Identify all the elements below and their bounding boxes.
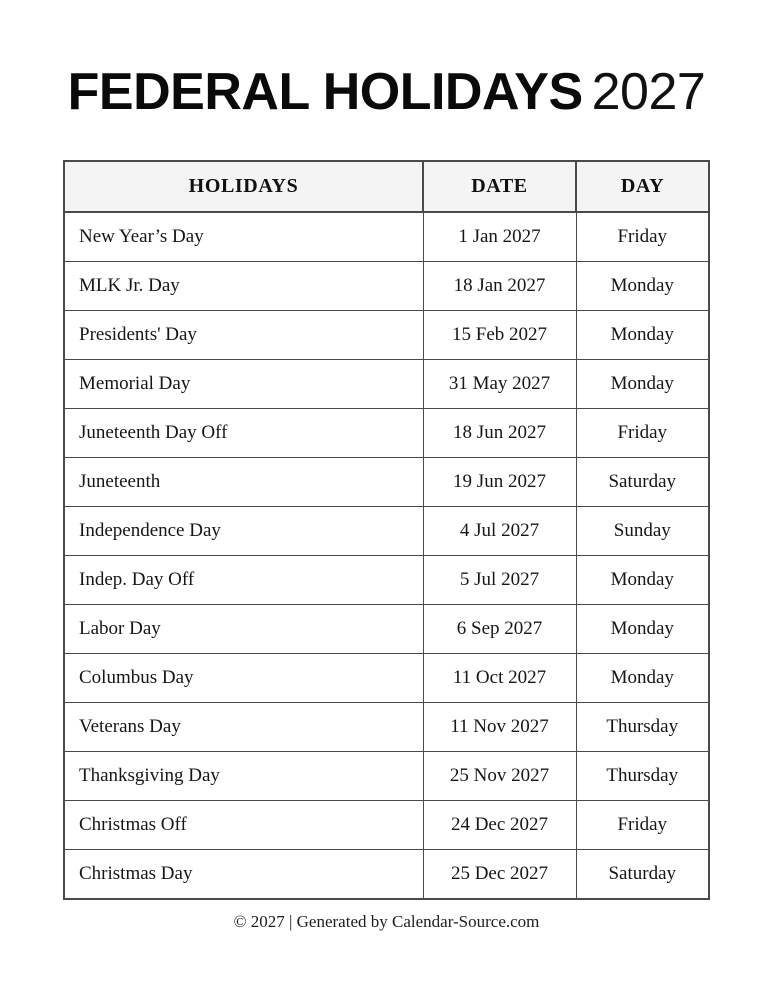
table-row [64,507,709,556]
holidays-table-container [63,160,710,900]
table-header [64,161,709,212]
page-title-year: 2027 [591,63,706,121]
table-row [64,703,709,752]
table-row [64,801,709,850]
table-row [64,212,709,262]
table-row [64,409,709,458]
table-row [64,311,709,360]
cell-holiday-weekday: Friday [576,801,709,850]
table-header-row [64,161,709,212]
cell-holiday-weekday: Sunday [576,507,709,556]
cell-holiday-weekday: Friday [576,409,709,458]
page-title [0,62,773,122]
table-row [64,360,709,409]
cell-holiday-date: 11 Nov 2027 [423,703,576,752]
cell-holiday-date: 5 Jul 2027 [423,556,576,605]
cell-holiday-weekday: Saturday [576,850,709,900]
table-row [64,654,709,703]
footer-credit: © 2027 | Generated by Calendar-Source.com [233,912,540,931]
cell-holiday-name: Thanksgiving Day [64,752,423,801]
cell-holiday-date: 15 Feb 2027 [423,311,576,360]
cell-holiday-date: 18 Jan 2027 [423,262,576,311]
cell-holiday-name: Christmas Day [64,850,423,900]
cell-holiday-date: 25 Nov 2027 [423,752,576,801]
cell-holiday-weekday: Monday [576,605,709,654]
cell-holiday-name: Indep. Day Off [64,556,423,605]
cell-holiday-name: Labor Day [64,605,423,654]
cell-holiday-name: MLK Jr. Day [64,262,423,311]
cell-holiday-name: Presidents' Day [64,311,423,360]
cell-holiday-date: 24 Dec 2027 [423,801,576,850]
cell-holiday-weekday: Monday [576,262,709,311]
cell-holiday-date: 25 Dec 2027 [423,850,576,900]
cell-holiday-date: 19 Jun 2027 [423,458,576,507]
table-row [64,752,709,801]
table-body [64,212,709,899]
cell-holiday-weekday: Monday [576,360,709,409]
table-row [64,458,709,507]
table-row [64,262,709,311]
table-row [64,850,709,900]
column-header-day: DAY [576,161,709,212]
cell-holiday-name: Juneteenth [64,458,423,507]
cell-holiday-date: 11 Oct 2027 [423,654,576,703]
cell-holiday-date: 4 Jul 2027 [423,507,576,556]
cell-holiday-name: New Year’s Day [64,212,423,262]
table-row [64,556,709,605]
column-header-holidays: HOLIDAYS [64,161,423,212]
cell-holiday-name: Veterans Day [64,703,423,752]
cell-holiday-weekday: Saturday [576,458,709,507]
cell-holiday-date: 1 Jan 2027 [423,212,576,262]
page-title-main: FEDERAL HOLIDAYS [67,63,583,121]
cell-holiday-weekday: Monday [576,556,709,605]
cell-holiday-name: Memorial Day [64,360,423,409]
cell-holiday-date: 6 Sep 2027 [423,605,576,654]
holidays-table [63,160,710,900]
cell-holiday-name: Juneteenth Day Off [64,409,423,458]
cell-holiday-weekday: Thursday [576,752,709,801]
cell-holiday-name: Christmas Off [64,801,423,850]
cell-holiday-weekday: Monday [576,311,709,360]
cell-holiday-weekday: Friday [576,212,709,262]
cell-holiday-weekday: Monday [576,654,709,703]
column-header-date: DATE [423,161,576,212]
cell-holiday-name: Columbus Day [64,654,423,703]
cell-holiday-name: Independence Day [64,507,423,556]
cell-holiday-date: 18 Jun 2027 [423,409,576,458]
cell-holiday-date: 31 May 2027 [423,360,576,409]
table-row [64,605,709,654]
cell-holiday-weekday: Thursday [576,703,709,752]
